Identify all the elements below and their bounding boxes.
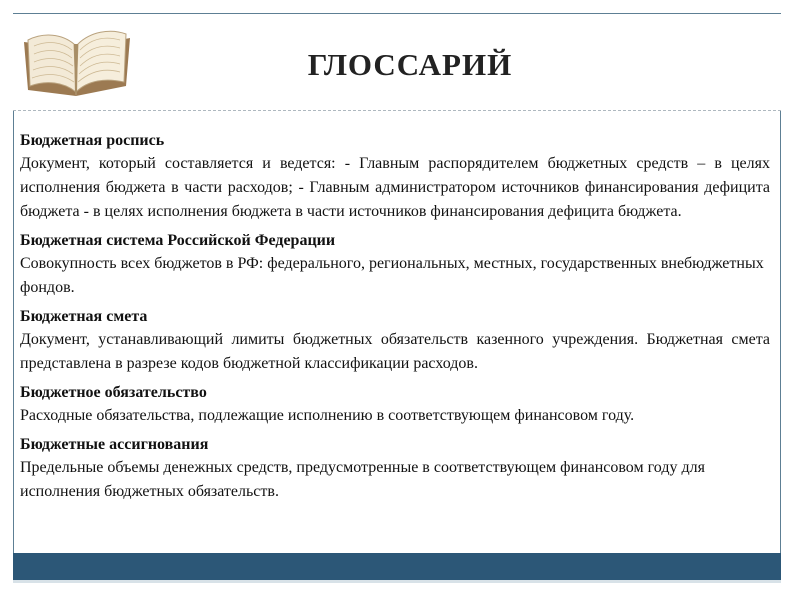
footer-bar: [13, 553, 781, 580]
footer-line: [13, 580, 781, 583]
glossary-term: Бюджетная смета: [20, 308, 148, 325]
header-divider: [13, 110, 781, 111]
glossary-definition: Предельные объемы денежных средств, предусмотренные в соответствующем финансовом году для исполнения бюджетных обязательств.: [20, 459, 705, 500]
glossary-definition: Документ, устанавливающий лимиты бюджетных обязательств казенного учреждения. Бюджетная смета представлена в разрезе кодов бюджетной классификации расходов.: [20, 331, 770, 372]
glossary-term: Бюджетное обязательство: [20, 384, 207, 401]
open-book-icon: [18, 18, 136, 104]
glossary-entry: [20, 434, 770, 504]
glossary-term: Бюджетная роспись: [20, 132, 165, 149]
glossary-entry: [20, 382, 770, 428]
glossary-definition: Совокупность всех бюджетов в РФ: федерального, региональных, местных, государственных внебюджетных фондов.: [20, 255, 764, 296]
glossary-definition: Расходные обязательства, подлежащие исполнению в соответствующем финансовом году.: [20, 407, 635, 424]
glossary-term: Бюджетная система Российской Федерации: [20, 232, 336, 249]
glossary-entry: [20, 230, 770, 300]
glossary-list: [20, 130, 770, 510]
glossary-term: Бюджетные ассигнования: [20, 436, 209, 453]
glossary-entry: [20, 306, 770, 376]
glossary-entry: [20, 130, 770, 224]
glossary-definition: Документ, который составляется и ведется: - Главным распорядителем бюджетных средств – в целях исполнения бюджета в части расходов; - Главным администратором источников финансирования дефицита бюджета - в целях исполнения бюджета в части источников финансирования дефицита бюджета.: [20, 155, 770, 220]
page-title: ГЛОССАРИЙ: [307, 47, 513, 82]
